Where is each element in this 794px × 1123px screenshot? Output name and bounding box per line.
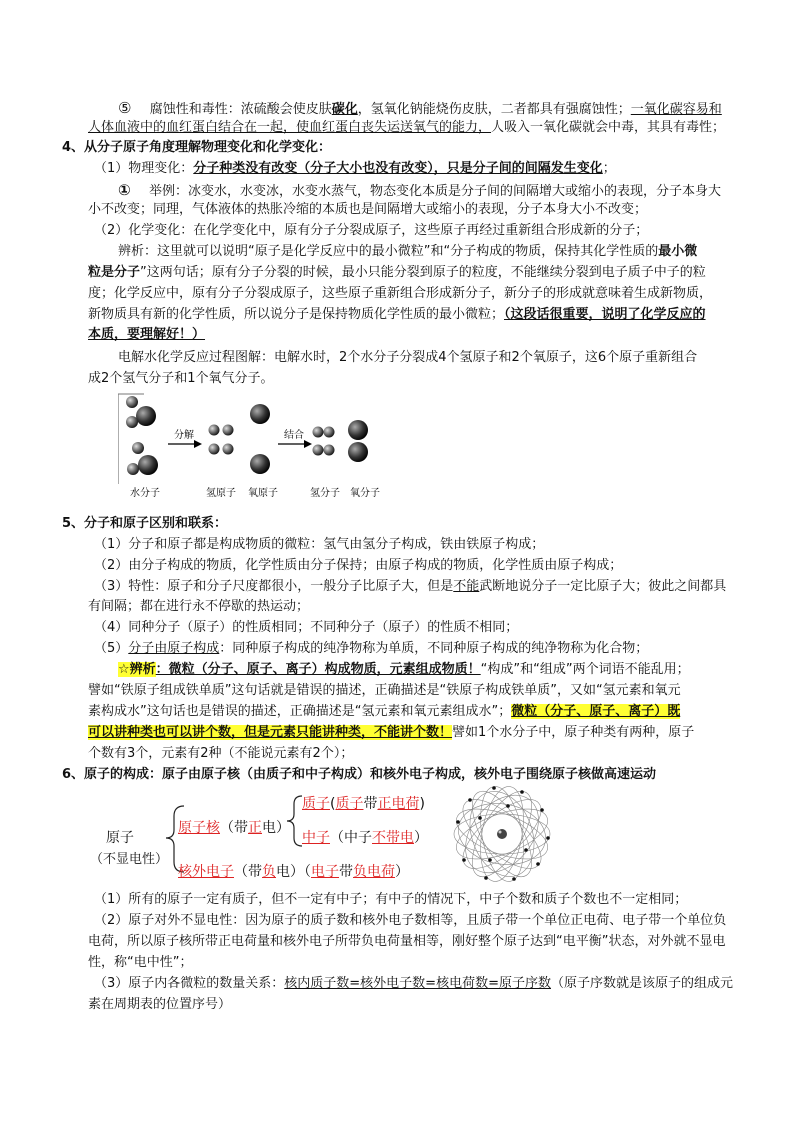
arrow-icon: [194, 440, 202, 448]
s5-analysis-highlight1: 微粒（分子、原子、离子）既: [511, 704, 681, 719]
s5-analysis-text1: “构成”和“组成”两个词语不能乱用；: [480, 662, 690, 677]
diagram-atom: 原子: [106, 830, 134, 846]
arrow-icon-2: [304, 440, 312, 448]
s5-analysis-line4: [88, 723, 694, 743]
s4-example-line2: 小不改变；同理，气体液体的热胀冷缩的本质也是间隔增大或缩小的表现，分子本身大小不改变；: [88, 202, 648, 217]
electron-charge-a: （带: [234, 864, 262, 880]
s4-analysis-text2: ”这两句话；原有分子分裂的时候，最小只能分裂到原子的粒度，不能继续分裂到电子质子中子的粒: [140, 265, 706, 280]
nucleus-dot: [497, 829, 507, 839]
item5-line1: [118, 98, 722, 120]
s6-note2-line1: （2）原子对外不显电性：因为原子的质子数和核外电子数相等，且质子带一个单位正电荷、电子带一个单位负: [94, 913, 727, 928]
s5-item3-text-c: 武断地说分子一定比原子大；彼此之间都具: [479, 579, 727, 594]
oxygen-molecule: [348, 420, 368, 462]
s4-physical-change: [94, 159, 616, 179]
s6-note3-label: （3）原子内各微粒的数量关系：: [94, 976, 285, 991]
diagram-electron: 核外电子: [178, 864, 234, 880]
item5-carbonize: 碳化: [331, 102, 358, 117]
item5-text-c: ，氢氧化钠能烧伤皮肤，二者都具有强腐蚀性；: [357, 102, 631, 117]
oxygen-atoms: [250, 404, 270, 474]
s5-item3-line1: [94, 577, 726, 597]
electron-note-a: （: [304, 864, 311, 880]
s4-analysis-bold2: 粒是分子: [88, 265, 141, 280]
s6-note2-line3: 性，称“电中性”；: [88, 955, 193, 970]
s5-analysis-star: ☆辨析: [118, 662, 156, 677]
diagram-electron-row: [178, 862, 409, 882]
diagram-proton: 质子: [302, 796, 330, 812]
item5-co-end: 人吸入一氧化碳就会中毒，其具有毒性；: [491, 120, 726, 135]
s4-chemical-change: （2）化学变化：在化学变化中，原有分子分裂成原子，这些原子再经过重新组合形成新的分子；: [94, 223, 649, 238]
nucleus-charge-c: 电）: [262, 820, 290, 836]
hydrogen-molecules: [313, 427, 335, 456]
proton-note-a: (: [330, 796, 336, 812]
diagram-neutron-row: [302, 828, 428, 848]
electron-note-c: 带: [339, 864, 353, 880]
item5-number: ⑤: [118, 99, 132, 117]
s4-p1-end: ；: [602, 161, 616, 176]
neutron-note-c: ）: [414, 830, 428, 846]
s5-analysis-line1: [118, 660, 690, 680]
arrow-label-combine: 结合: [284, 430, 304, 441]
label-oxygen-atom: 氧原子: [248, 488, 278, 499]
water-molecule-1: [126, 396, 156, 428]
s4-analysis-line3: 度；化学反应中，原有分子分裂成原子，这些原子重新组合形成新分子，新分子的形成就意味着生成新物质，: [88, 286, 713, 301]
s4-analysis-text4: 新物质具有新的化学性质，所以说分子是保持物质化学性质的最小微粒；: [88, 307, 505, 322]
electron-note-e: ）: [395, 864, 409, 880]
section5-heading: 5、分子和原子区别和联系：: [62, 516, 228, 531]
label-oxygen-molecule: 氧分子: [350, 488, 380, 499]
label-hydrogen-molecule: 氢分子: [310, 488, 340, 499]
diagram-neutron: 中子: [302, 830, 330, 846]
s4-electrolysis-line1: 电解水化学反应过程图解：电解水时，2个水分子分裂成4个氢原子和2个氧原子，这6个原子重新组合: [118, 350, 698, 365]
s5-item4: （4）同种分子（原子）的性质相同；不同种分子（原子）的性质不相同；: [94, 620, 519, 635]
s5-item2: （2）由分子构成的物质，化学性质由分子保持；由原子构成的物质，化学性质由原子构成；: [94, 558, 623, 573]
s4-analysis-important2: 本质，要理解好！）: [88, 327, 206, 342]
s4-p1-label: （1）物理变化：: [94, 161, 194, 176]
section6-heading: 6、原子的构成：原子由原子核（由质子和中子构成）和核外电子构成，核外电子围绕原子核做高速运动: [62, 767, 657, 782]
s5-item5: [94, 639, 648, 659]
item5-co-mid: 人体血液中的血红蛋白结合在一起，使血红蛋白丧失运送氧气的能力，: [88, 120, 492, 135]
s4-p1-bold: 分子种类没有改变（分子大小也没有改变），只是分子间的间隔发生变化: [193, 161, 603, 176]
nucleus-charge-a: （带: [220, 820, 248, 836]
electron-note-d: 负电荷: [353, 864, 395, 880]
s5-analysis-text3b: ”这句话也是错误的描述，正确描述是“氢元素和氧元素组成水”；: [140, 704, 512, 719]
item5-line2: [88, 118, 725, 138]
s4-analysis-text1: 辨析：这里就可以说明“原子是化学反应中的最小微粒”和“分子构成的物质，保持其化学性质的: [118, 244, 659, 259]
electron-charge-c: 电）: [276, 864, 304, 880]
neutron-note-a: （中子: [330, 830, 372, 846]
s4-analysis-line1: [118, 242, 697, 262]
s4-analysis-line4: [88, 305, 706, 325]
hydrogen-atoms: [209, 425, 234, 455]
s5-analysis-text3a: 素构成水: [88, 704, 141, 719]
proton-note-c: 带: [363, 796, 378, 812]
s5-analysis-bold: ：微粒（分子、原子、离子）构成物质，元素组成物质！: [155, 662, 481, 677]
s4-example-number: ①: [118, 181, 131, 199]
section4-heading: 4、从分子原子角度理解物理变化和化学变化：: [62, 140, 332, 155]
s5-item1: （1）分子和原子都是构成物质的微粒：氢气由氢分子构成，铁由铁原子构成；: [94, 537, 545, 552]
s4-analysis-line2: [88, 263, 706, 283]
s5-analysis-line5: 个数有3个，元素有2种（不能说元素有2个）；: [88, 746, 354, 761]
electrolysis-diagram: [118, 392, 390, 510]
nucleus-charge-positive: 正: [248, 820, 262, 836]
item5-co-start: 一氧化碳容易和: [630, 102, 722, 117]
s4-analysis-important1: （这段话很重要，说明了化学反应的: [504, 307, 706, 322]
s6-note3-line1: [94, 974, 733, 994]
s6-note1: （1）所有的原子一定有质子，但不一定有中子；有中子的情况下，中子个数和质子个数也不一定相同；: [94, 892, 688, 907]
electron-note-b: 电子: [311, 864, 339, 880]
s6-note3-text: （原子序数就是该原子的组成元: [550, 976, 733, 991]
s4-analysis-bold1: 最小微: [658, 244, 698, 259]
s5-analysis-line2: 譬如“铁原子组成铁单质”这句话就是错误的描述，正确描述是“铁原子构成铁单质”，又如“氢元素和氧元: [88, 683, 681, 698]
s4-example-text1: 举例：冰变水，水变冰，水变水蒸气，物态变化本质是分子间的间隔增大或缩小的表现，分子本身大: [148, 184, 721, 199]
diagram-nucleus: 原子核: [178, 820, 220, 836]
electron-charge-negative: 负: [262, 864, 276, 880]
atom-structure-diagram: [88, 790, 448, 886]
s5-analysis-text4: 譬如1个水分子中，原子种类有两种，原子: [452, 725, 695, 740]
s5-item3-text-a: （3）特性：原子和分子尺度都很小，一般分子比原子大，但是: [94, 579, 454, 594]
s5-item5-underlined: 分子由原子构成: [128, 641, 220, 656]
item5-text-a: 腐蚀性和毒性：浓硫酸会使皮肤: [149, 102, 332, 117]
proton-note-e: ): [419, 796, 425, 812]
s4-electrolysis-line2: 成2个氢气分子和1个氧气分子。: [88, 371, 274, 386]
diagram-neutral: （不显电性）: [90, 852, 169, 867]
label-hydrogen-atom: 氢原子: [206, 488, 236, 499]
s5-analysis-line3: [88, 702, 680, 722]
atom-orbit-illustration: [450, 782, 554, 886]
s6-note3-line2: 素在周期表的位置序号）: [88, 997, 232, 1012]
s5-item5-num: （5）: [94, 641, 129, 656]
diagram-proton-row: [302, 794, 425, 814]
water-molecule-2: [127, 442, 158, 475]
s5-item5-text: ：同种原子构成的纯净物称为单质，不同种原子构成的纯净物称为化合物；: [219, 641, 649, 656]
arrow-label-decompose: 分解: [174, 430, 194, 441]
s5-item3-line2: 有间隔；都在进行永不停歇的热运动；: [88, 599, 310, 614]
diagram-nucleus-row: [178, 818, 290, 838]
s4-example-line1: [118, 180, 721, 202]
s5-item3-cannot: 不能: [453, 579, 480, 594]
s6-note3-equation: 核内质子数=核外电子数=核电荷数=原子序数: [284, 976, 551, 991]
label-water-molecule: 水分子: [130, 488, 160, 499]
s6-note2-line2: 电荷，所以原子核所带正电荷量和核外电子所带负电荷量相等，刚好整个原子达到“电平衡”状态，对外就不显电: [88, 934, 726, 949]
neutron-note-b: 不带电: [372, 830, 414, 846]
proton-note-d: 正电荷: [377, 796, 420, 812]
s5-analysis-highlight2: 可以讲种类也可以讲个数，但是元素只能讲种类，不能讲个数！: [88, 725, 453, 740]
proton-note-b: 质子: [335, 796, 364, 812]
